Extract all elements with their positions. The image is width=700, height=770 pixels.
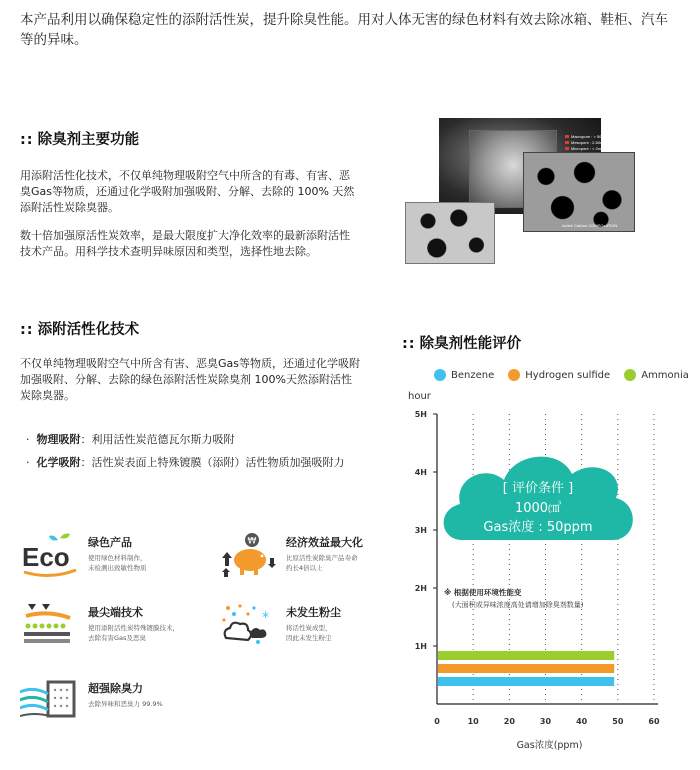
performance-chart bbox=[400, 384, 690, 760]
carbon-micrograph-photos bbox=[405, 118, 637, 266]
x-tick-label: 30 bbox=[539, 717, 552, 726]
feature-title: 最尖端技术 bbox=[88, 606, 143, 619]
won-symbol: ₩ bbox=[247, 536, 257, 547]
x-tick-label: 20 bbox=[503, 717, 515, 726]
bar-ammonia bbox=[438, 651, 614, 660]
feature-title: 未发生粉尘 bbox=[286, 606, 341, 619]
section-title-text: 除臭剂主要功能 bbox=[37, 132, 140, 148]
carbon-pore-image-left bbox=[405, 202, 495, 264]
pore-legend-item: Macropore : > 50nm bbox=[565, 134, 607, 140]
note-line-2: (大面积或异味浓度高处请增加除臭剂数量) bbox=[452, 601, 584, 609]
list-item: · 化学吸附：活性炭表面上特殊镀膜（添附）活性物质加强吸附力 bbox=[26, 456, 345, 469]
feature-title: 超强除臭力 bbox=[88, 682, 143, 695]
piggy-bank-icon bbox=[218, 532, 278, 578]
y-axis-label: hour bbox=[408, 391, 431, 402]
feature-desc-line: 因此未发生粉尘 bbox=[286, 634, 332, 642]
eco-text: Eco bbox=[22, 542, 70, 572]
carbon-pore-image-right bbox=[523, 152, 635, 232]
feature-desc bbox=[88, 553, 147, 573]
y-tick-label: 5H bbox=[414, 410, 427, 419]
legend-item bbox=[434, 369, 494, 381]
bullet-label: 物理吸附 bbox=[36, 433, 81, 446]
section-title-technology bbox=[20, 318, 139, 339]
cloud-line-3: Gas浓度 : 50ppm bbox=[483, 520, 593, 535]
legend-swatch bbox=[434, 369, 446, 381]
functions-paragraph-1: 用添附活性化技术，不仅单纯物理吸附空气中所含的有毒、有害、恶臭Gas等物质，还通过化学吸附加强吸附、分解、去除的 100% 天然添附活性炭除臭器。 bbox=[20, 169, 355, 214]
legend-label: Ammonia bbox=[641, 369, 689, 381]
feature-desc-line: 去除有害Gas及恶臭 bbox=[88, 634, 146, 642]
feature-desc-line: 比原活性炭除臭产品寿命 bbox=[286, 554, 358, 562]
airflow-icon bbox=[20, 678, 80, 724]
x-tick-label: 0 bbox=[434, 717, 440, 726]
feature-desc-line: 未检测出致敏性物质 bbox=[88, 564, 147, 572]
functions-paragraph-2: 数十倍加强原活性炭效率，是最大限度扩大净化效率的最新添附活性技术产品。用科学技术查明异味原因和类型，选择性地去除。 bbox=[20, 229, 350, 258]
dust-icon bbox=[218, 602, 278, 648]
x-tick-label: 40 bbox=[576, 717, 588, 726]
section-mark: :: bbox=[402, 336, 416, 352]
intro-text: 本产品利用以确保稳定性的添附活性炭，提升除臭性能。用对人体无害的绿色材料有效去除冰箱、鞋柜、汽车等的异味。 bbox=[20, 12, 668, 48]
chart-legend bbox=[434, 369, 689, 381]
feature-title: 经济效益最大化 bbox=[286, 536, 363, 549]
legend-label: Benzene bbox=[451, 369, 495, 381]
section-title-functions bbox=[20, 128, 139, 149]
x-tick-label: 10 bbox=[467, 717, 479, 726]
bullet-label: 化学吸附 bbox=[36, 456, 81, 469]
note-line-1: ※ 根据使用环境性能变 bbox=[444, 588, 522, 597]
legend-label: Hydrogen sulfide bbox=[525, 369, 611, 381]
legend-swatch bbox=[624, 369, 636, 381]
feature-title: 绿色产品 bbox=[88, 536, 132, 549]
list-item: · 物理吸附：利用活性炭范德瓦尔斯力吸附 bbox=[26, 433, 235, 446]
svg-text:*: * bbox=[262, 610, 269, 626]
cloud-line-2: 1000㎤ bbox=[514, 501, 562, 516]
feature-desc bbox=[88, 699, 163, 709]
section-mark: :: bbox=[20, 132, 34, 148]
layers-icon bbox=[20, 602, 80, 648]
pore-legend-item: Micropore : < 2nm bbox=[565, 146, 607, 152]
pore-size-legend bbox=[565, 134, 607, 152]
y-tick-label: 2H bbox=[414, 584, 427, 593]
feature-desc-line: 去除异味和恶臭力 99.9% bbox=[88, 700, 163, 708]
photo-caption: Active Carbon COMPOsATION bbox=[562, 223, 618, 228]
section-mark: :: bbox=[20, 322, 34, 338]
x-tick-label: 50 bbox=[612, 717, 624, 726]
legend-item bbox=[508, 369, 610, 381]
legend-item bbox=[624, 369, 689, 381]
bar-benzene bbox=[438, 677, 614, 686]
eco-icon bbox=[20, 532, 80, 578]
bullet-text: ：活性炭表面上特殊镀膜（添附）活性物质加强吸附力 bbox=[80, 456, 345, 469]
feature-desc-line: 将活性炭成型， bbox=[286, 624, 332, 632]
section-title-performance bbox=[402, 332, 521, 353]
y-tick-label: 1H bbox=[414, 642, 427, 651]
y-tick-label: 4H bbox=[414, 468, 427, 477]
section-title-text: 除臭剂性能评价 bbox=[419, 336, 522, 352]
feature-desc-line: 使用添附活性炭特殊镀膜技术， bbox=[88, 624, 179, 632]
section-title-text: 添附活性化技术 bbox=[37, 322, 140, 338]
bullet-text: ：利用活性炭范德瓦尔斯力吸附 bbox=[80, 433, 235, 446]
x-axis-label: Gas浓度(ppm) bbox=[516, 740, 583, 751]
feature-desc-line: 使用绿色材料制作， bbox=[88, 554, 147, 562]
pore-legend-item: Mesopore : 2-50nm bbox=[565, 140, 607, 146]
feature-desc-line: 约长4倍以上 bbox=[286, 564, 323, 572]
technology-paragraph: 不仅单纯物理吸附空气中所含有害、恶臭Gas等物质，还通过化学吸附加强吸附、分解、去除的绿色添附活性炭除臭剂 100%天然添附活性炭除臭器。 bbox=[20, 357, 360, 402]
y-tick-label: 3H bbox=[414, 526, 427, 535]
bar-hydrogen-sulfide bbox=[438, 664, 614, 673]
x-tick-label: 60 bbox=[648, 717, 660, 726]
feature-desc bbox=[88, 623, 179, 643]
adsorption-list bbox=[26, 428, 386, 474]
cloud-line-1: [ 评价条件 ] bbox=[502, 481, 574, 496]
feature-desc bbox=[286, 553, 358, 573]
feature-desc bbox=[286, 623, 332, 643]
legend-swatch bbox=[508, 369, 520, 381]
